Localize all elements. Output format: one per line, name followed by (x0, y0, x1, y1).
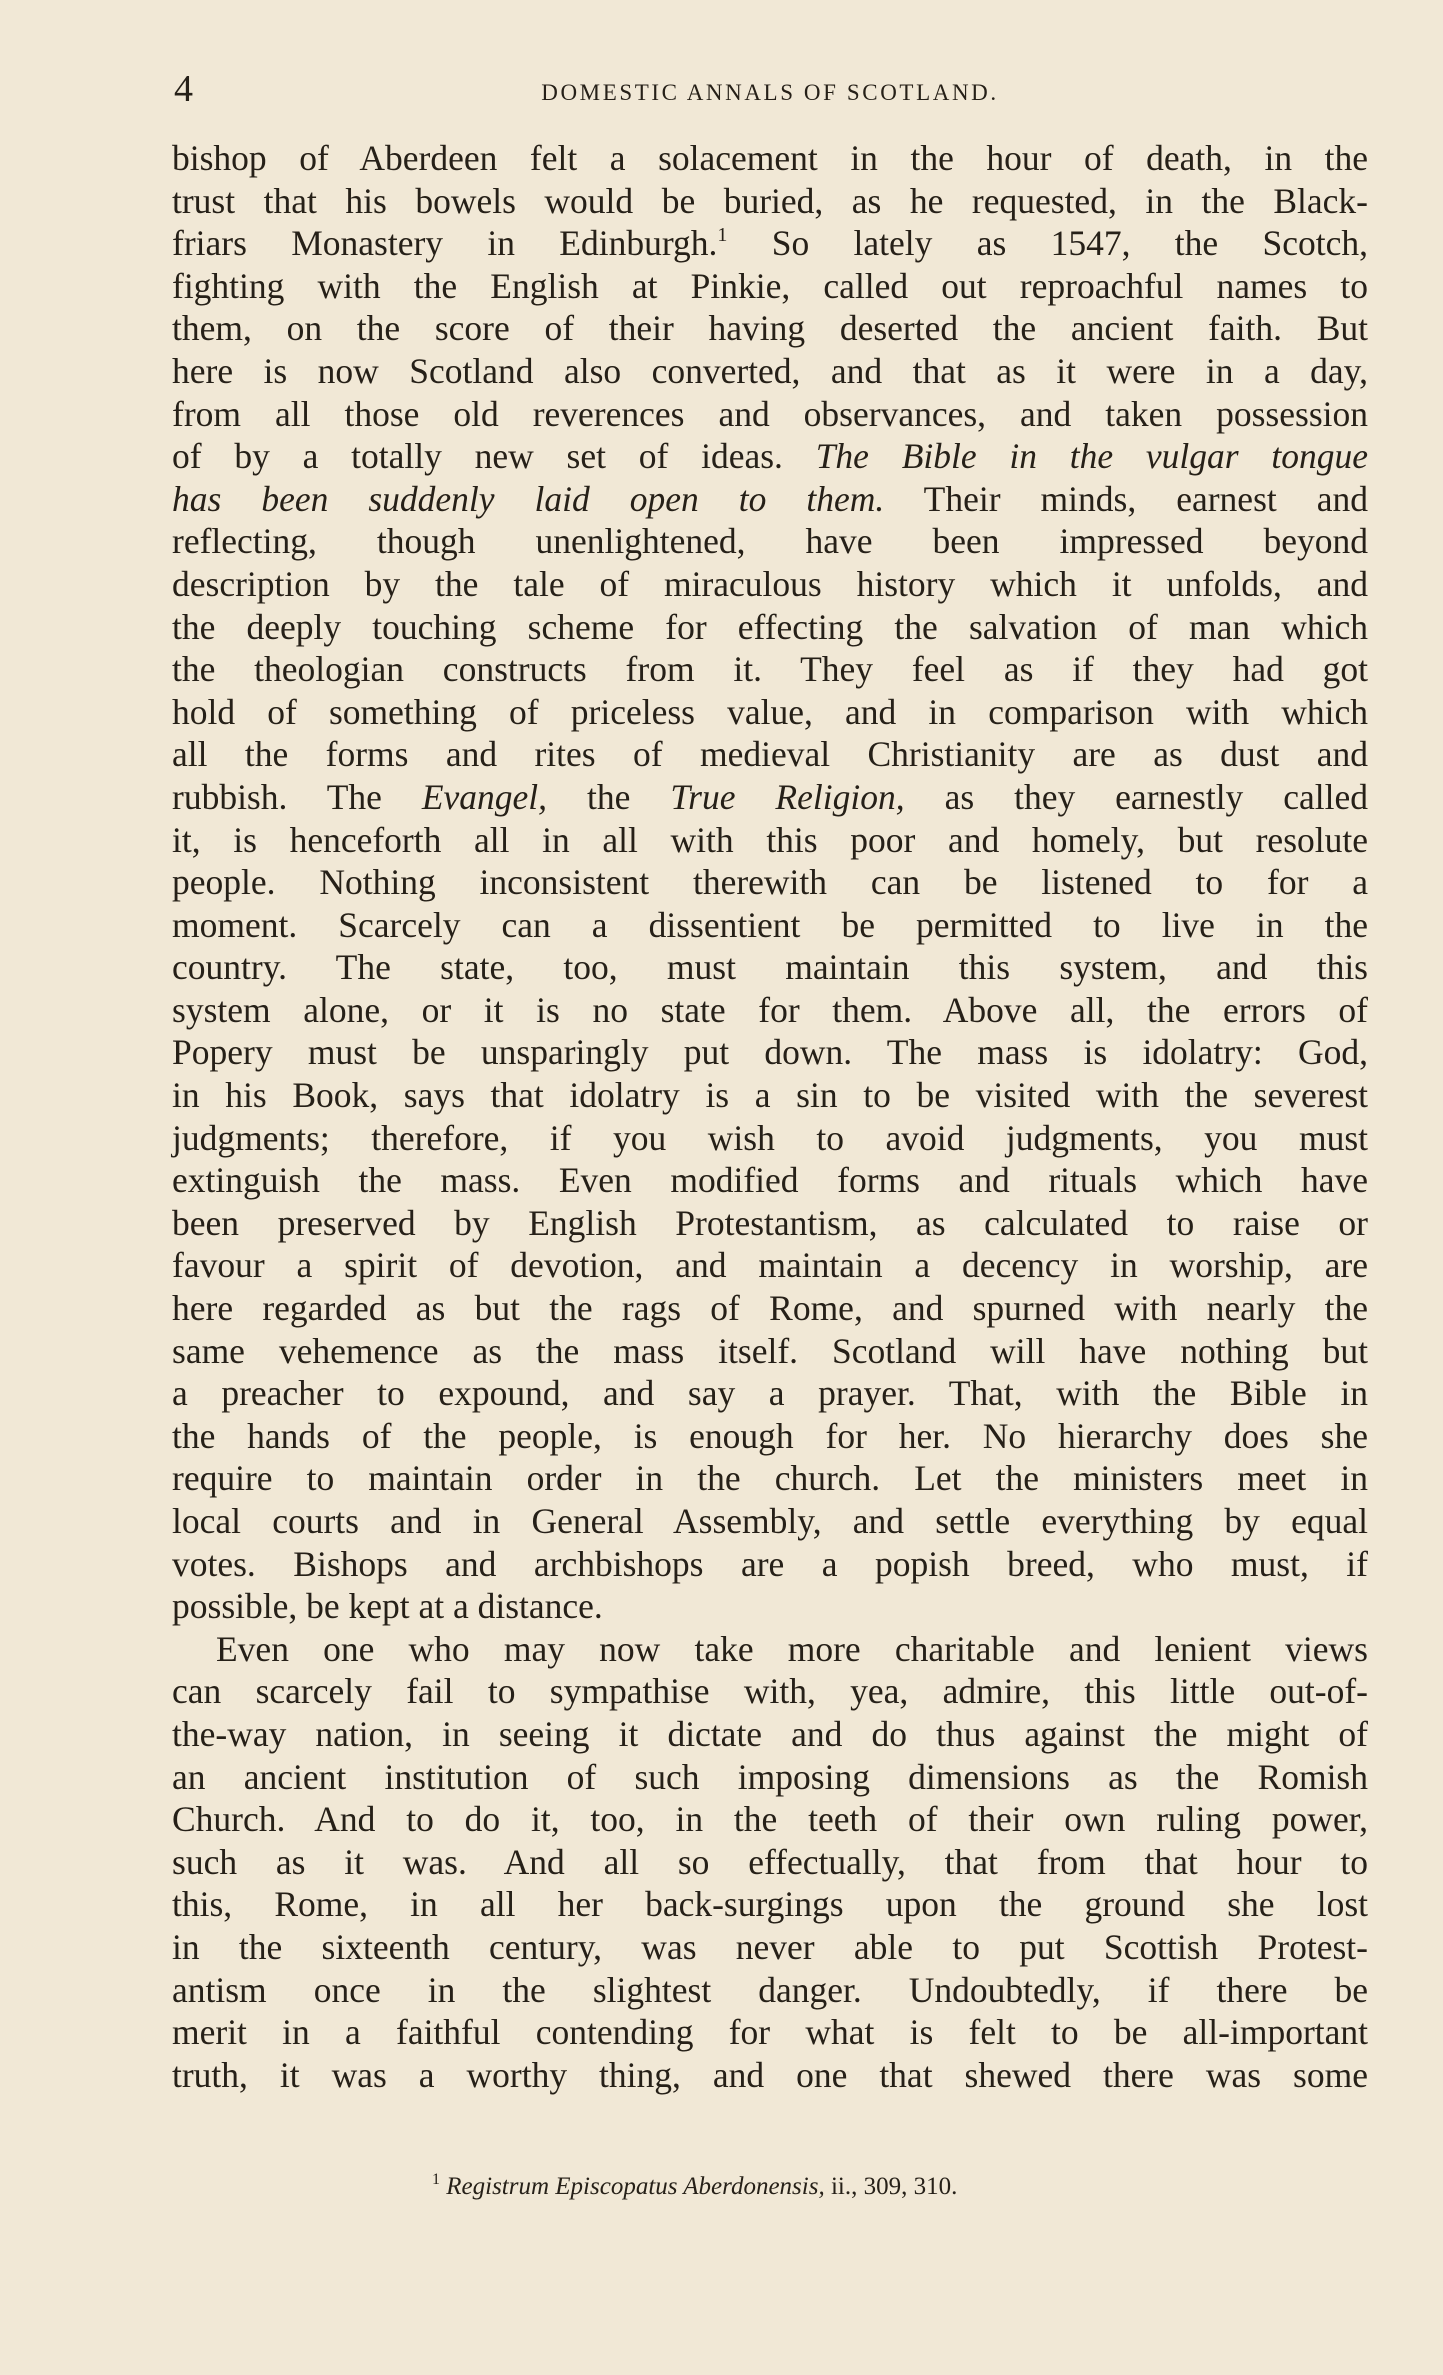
page-number: 4 (174, 68, 193, 110)
text-line: the deeply touching scheme for effecting the salvation of man which (172, 606, 1368, 647)
text-segment: of by a totally new set of ideas. (172, 436, 783, 477)
text-line: favour a spirit of devotion, and maintain a decency in worship, are (172, 1245, 1368, 1286)
text-line: all the forms and rites of medieval Christianity are as dust and (172, 734, 1368, 775)
text-line: fighting with the English at Pinkie, called out reproachful names to (172, 265, 1368, 306)
text-line: bishop of Aberdeen felt a solacement in the hour of death, in the (172, 138, 1368, 178)
text-segment: as they earnestly called (944, 776, 1369, 817)
body-text (172, 137, 1368, 2096)
text-line: require to maintain order in the church. Let the ministers meet in (172, 1458, 1368, 1499)
text-line: in his Book, says that idolatry is a sin to be visited with the severest (172, 1075, 1368, 1116)
text-line: trust that his bowels would be buried, as he requested, in the Black- (172, 180, 1368, 221)
text-line: people. Nothing inconsistent therewith can be listened to for a (172, 862, 1368, 903)
text-line: Church. And to do it, too, in the teeth of their own ruling power, (172, 1799, 1368, 1840)
footnote-reference: ii., 309, 310. (830, 2173, 958, 2200)
footnote (432, 2170, 957, 2204)
text-line: an ancient institution of such imposing dimensions as the Romish (172, 1756, 1368, 1797)
page-header (172, 62, 1368, 122)
text-line: can scarcely fail to sympathise with, yea, admire, this little out-of- (172, 1671, 1368, 1712)
text-line: such as it was. And all so effectually, that from that hour to (172, 1841, 1368, 1882)
text-line: moment. Scarcely can a dissentient be permitted to live in the (172, 904, 1368, 945)
text-segment: the (587, 776, 631, 817)
text-segment: rubbish. The (172, 776, 382, 817)
text-line: it, is henceforth all in all with this poor and homely, but resolute (172, 819, 1368, 860)
footnote-marker: 1 (717, 224, 728, 247)
text-line: been preserved by English Protestantism, as calculated to raise or (172, 1202, 1368, 1243)
text-line: them, on the score of their having deserted the ancient faith. But (172, 308, 1368, 349)
text-line: hold of something of priceless value, and in comparison with which (172, 691, 1368, 732)
text-line: this, Rome, in all her back-surgings upon the ground she lost (172, 1884, 1368, 1925)
text-line: possible, be kept at a distance. (172, 1586, 603, 1627)
text-line: Popery must be unsparingly put down. The mass is idolatry: God, (172, 1032, 1368, 1073)
text-segment: friars Monastery in Edinburgh. (172, 223, 718, 264)
text-line: votes. Bishops and archbishops are a popish breed, who must, if (172, 1543, 1368, 1584)
text-line: the-way nation, in seeing it dictate and do thus against the might of (172, 1713, 1368, 1754)
text-line (172, 478, 1368, 521)
italic-phrase: True Religion, (670, 776, 905, 817)
text-line: same vehemence as the mass itself. Scotland will have nothing but (172, 1330, 1368, 1371)
text-line (172, 435, 1368, 478)
text-segment: So lately as 1547, the Scotch, (771, 223, 1368, 264)
text-line: a preacher to expound, and say a prayer. That, with the Bible in (172, 1373, 1368, 1414)
text-line: here is now Scotland also converted, and that as it were in a day, (172, 350, 1368, 391)
footnote-number: 1 (432, 2171, 440, 2188)
text-line: reflecting, though unenlightened, have been impressed beyond (172, 521, 1368, 562)
text-line: system alone, or it is no state for them. Above all, the errors of (172, 989, 1368, 1030)
text-line: from all those old reverences and observances, and taken possession (172, 393, 1368, 434)
text-line: extinguish the mass. Even modified forms and rituals which have (172, 1160, 1368, 1201)
text-line (172, 776, 1368, 819)
text-line: the theologian constructs from it. They feel as if they had got (172, 649, 1368, 690)
text-line (172, 222, 1368, 265)
text-line: truth, it was a worthy thing, and one that shewed there was some (172, 2054, 1368, 2095)
text-line: here regarded as but the rags of Rome, and spurned with nearly the (172, 1288, 1368, 1329)
text-segment: Their minds, earnest and (923, 478, 1369, 519)
text-line: antism once in the slightest danger. Undoubtedly, if there be (172, 1969, 1368, 2010)
text-line: merit in a faithful contending for what is felt to be all-important (172, 2012, 1368, 2053)
footnote-source-title: Registrum Episcopatus Aberdonensis, (446, 2173, 825, 2200)
running-head: DOMESTIC ANNALS OF SCOTLAND. (541, 80, 999, 105)
text-line: description by the tale of miraculous history which it unfolds, and (172, 563, 1368, 604)
text-line: country. The state, too, must maintain this system, and this (172, 947, 1368, 988)
text-line: in the sixteenth century, was never able to put Scottish Protest- (172, 1926, 1368, 1967)
italic-phrase: has been suddenly laid open to them. (172, 478, 885, 519)
text-line: Even one who may now take more charitable and lenient views (216, 1628, 1368, 1669)
text-line: judgments; therefore, if you wish to avoid judgments, you must (172, 1117, 1368, 1158)
italic-phrase: Evangel, (421, 776, 548, 817)
text-line: the hands of the people, is enough for her. No hierarchy does she (172, 1415, 1368, 1456)
text-line: local courts and in General Assembly, and settle everything by equal (172, 1501, 1368, 1541)
italic-phrase: The Bible in the vulgar tongue (815, 436, 1368, 477)
